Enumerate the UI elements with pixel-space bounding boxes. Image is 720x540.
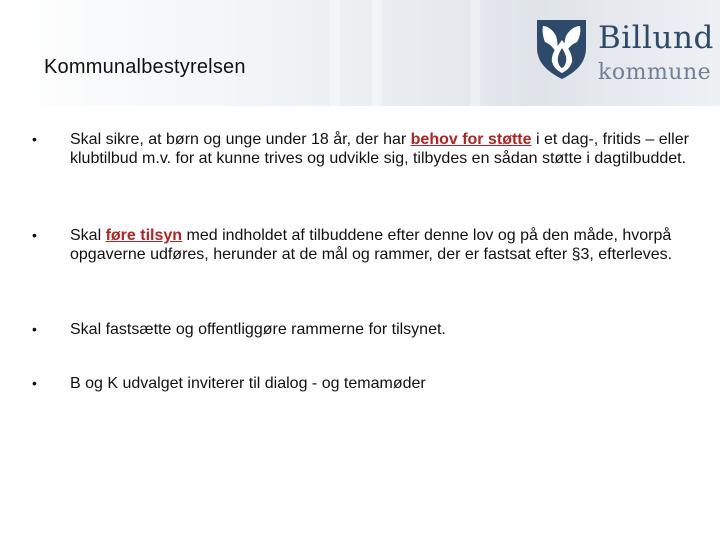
list-item — [32, 130, 710, 168]
bullet-text: Skal fastsætte og offentliggøre rammerne for tilsynet. — [70, 321, 446, 338]
bullet-text: B og K udvalget inviterer til dialog - og temamøder — [70, 375, 426, 392]
list-item — [32, 320, 710, 339]
shield-heart-icon — [536, 18, 588, 80]
bullet-highlight: føre tilsyn — [105, 227, 183, 244]
list-item — [32, 226, 710, 264]
bullet-marker: • — [32, 227, 37, 243]
slide-title: Kommunalbestyrelsen — [44, 56, 246, 78]
bullet-marker: • — [32, 321, 37, 337]
bullet-marker: • — [32, 131, 37, 147]
bullet-text: med indholdet af tilbuddene efter denne lov og på den måde, hvorpå opgaverne udføres, herunder at de mål og rammer, der er fastsat efter §3, efterleves. — [70, 227, 673, 263]
header-stripe — [330, 0, 340, 106]
slide-header — [0, 0, 720, 106]
bullet-text: Skal sikre, at børn og unge under 18 år, der har — [70, 131, 411, 148]
billund-logo — [536, 18, 714, 86]
list-item — [32, 374, 710, 393]
bullet-text: i et dag-, fritids – eller klubtilbud m.v. for at kunne trives og udvikle sig, tilbydes en sådan støtte i dagtilbuddet. — [70, 131, 689, 167]
header-stripe — [372, 0, 382, 106]
header-stripe — [470, 0, 480, 106]
bullet-text: Skal — [70, 227, 106, 244]
bullet-highlight: behov for støtte — [410, 131, 532, 148]
bullet-marker: • — [32, 375, 37, 391]
logo-name: Billund — [598, 20, 714, 56]
logo-subtitle: kommune — [598, 60, 712, 85]
